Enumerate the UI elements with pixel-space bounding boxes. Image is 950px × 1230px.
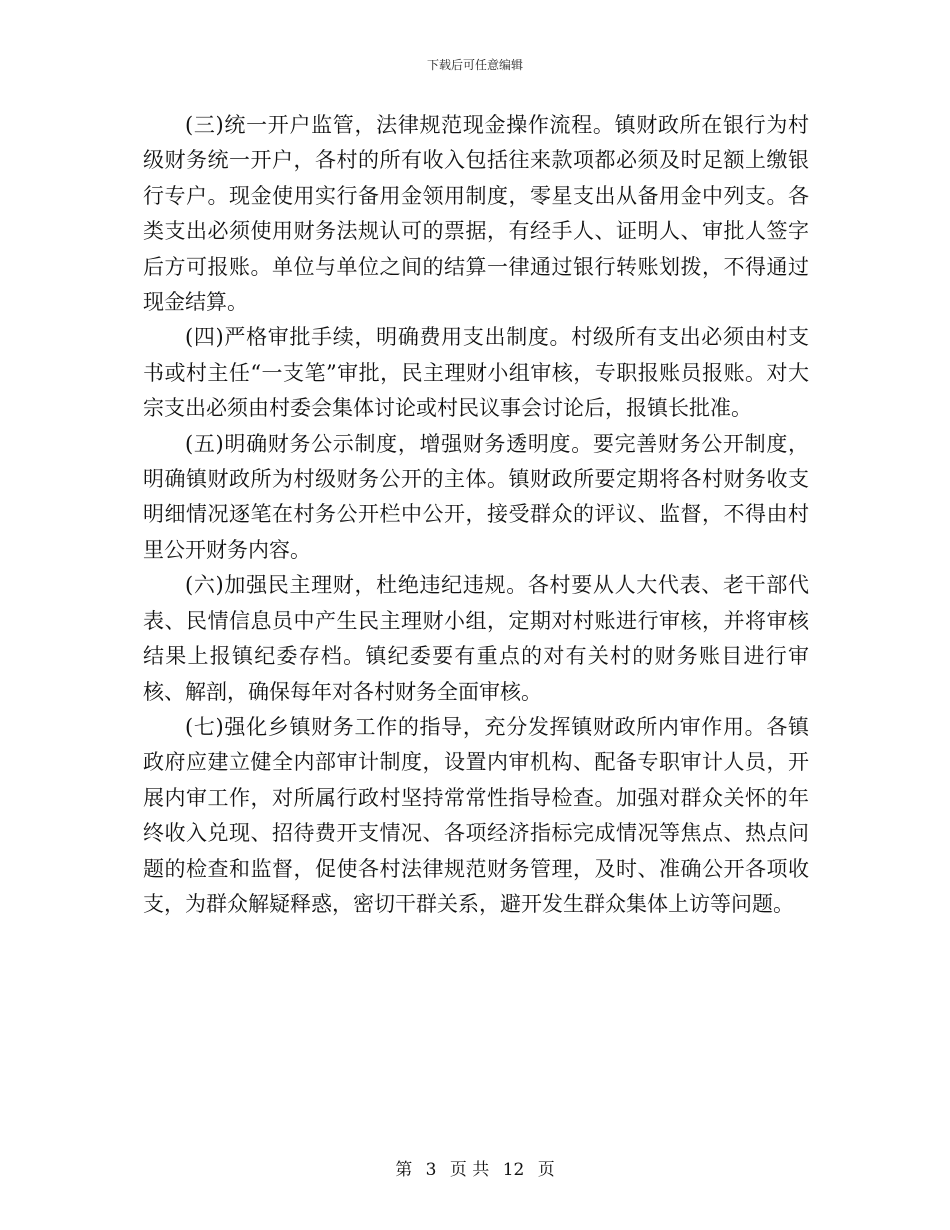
current-page-number: 3	[425, 1160, 437, 1180]
footer-middle: 页 共	[449, 1160, 490, 1180]
paragraph-7: (七)强化乡镇财务工作的指导，充分发挥镇财政所内审作用。各镇政府应建立健全内部审计制度，设置内审机构、配备专职审计人员，开展内审工作，对所属行政村坚持常常性指导检查。加强对群众关怀的年终收入兑现、招待费开支情况、各项经济指标完成情况等焦点、热点问题的检查和监督，促使各村法律规范财务管理，及时、准确公开各项收支，为群众解疑释惑，密切干群关系，避开发生群众集体上访等问题。	[143, 714, 809, 916]
footer-prefix: 第	[395, 1160, 413, 1180]
paragraph-3: (三)统一开户监管，法律规范现金操作流程。镇财政所在银行为村级财务统一开户，各村的所有收入包括往来款项都必须及时足额上缴银行专户。现金使用实行备用金领用制度，零星支出从备用金中列支。各类支出必须使用财务法规认可的票据，有经手人、证明人、审批人签字后方可报账。单位与单位之间的结算一律通过银行转账划拨，不得通过现金结算。	[143, 113, 809, 315]
paragraph-6: (六)加强民主理财，杜绝违纪违规。各村要从人大代表、老干部代表、民情信息员中产生民主理财小组，定期对村账进行审核，并将审核结果上报镇纪委存档。镇纪委要有重点的对有关村的财务账目进行审核、解剖，确保每年对各村财务全面审核。	[143, 573, 809, 704]
paragraph-5: (五)明确财务公示制度，增强财务透明度。要完善财务公开制度，明确镇财政所为村级财务公开的主体。镇财政所要定期将各村财务收支明细情况逐笔在村务公开栏中公开，接受群众的评议、监督，不得由村里公开财务内容。	[143, 431, 809, 562]
footer-suffix: 页	[537, 1160, 555, 1180]
paragraph-4: (四)严格审批手续，明确费用支出制度。村级所有支出必须由村支书或村主任“一支笔”审批，民主理财小组审核，专职报账员报账。对大宗支出必须由村委会集体讨论或村民议事会讨论后，报镇长批准。	[143, 325, 809, 421]
page-header: 下载后可任意编辑	[426, 58, 523, 72]
document-body	[143, 108, 809, 922]
page-footer	[0, 1155, 950, 1180]
total-pages-number: 12	[502, 1160, 525, 1180]
